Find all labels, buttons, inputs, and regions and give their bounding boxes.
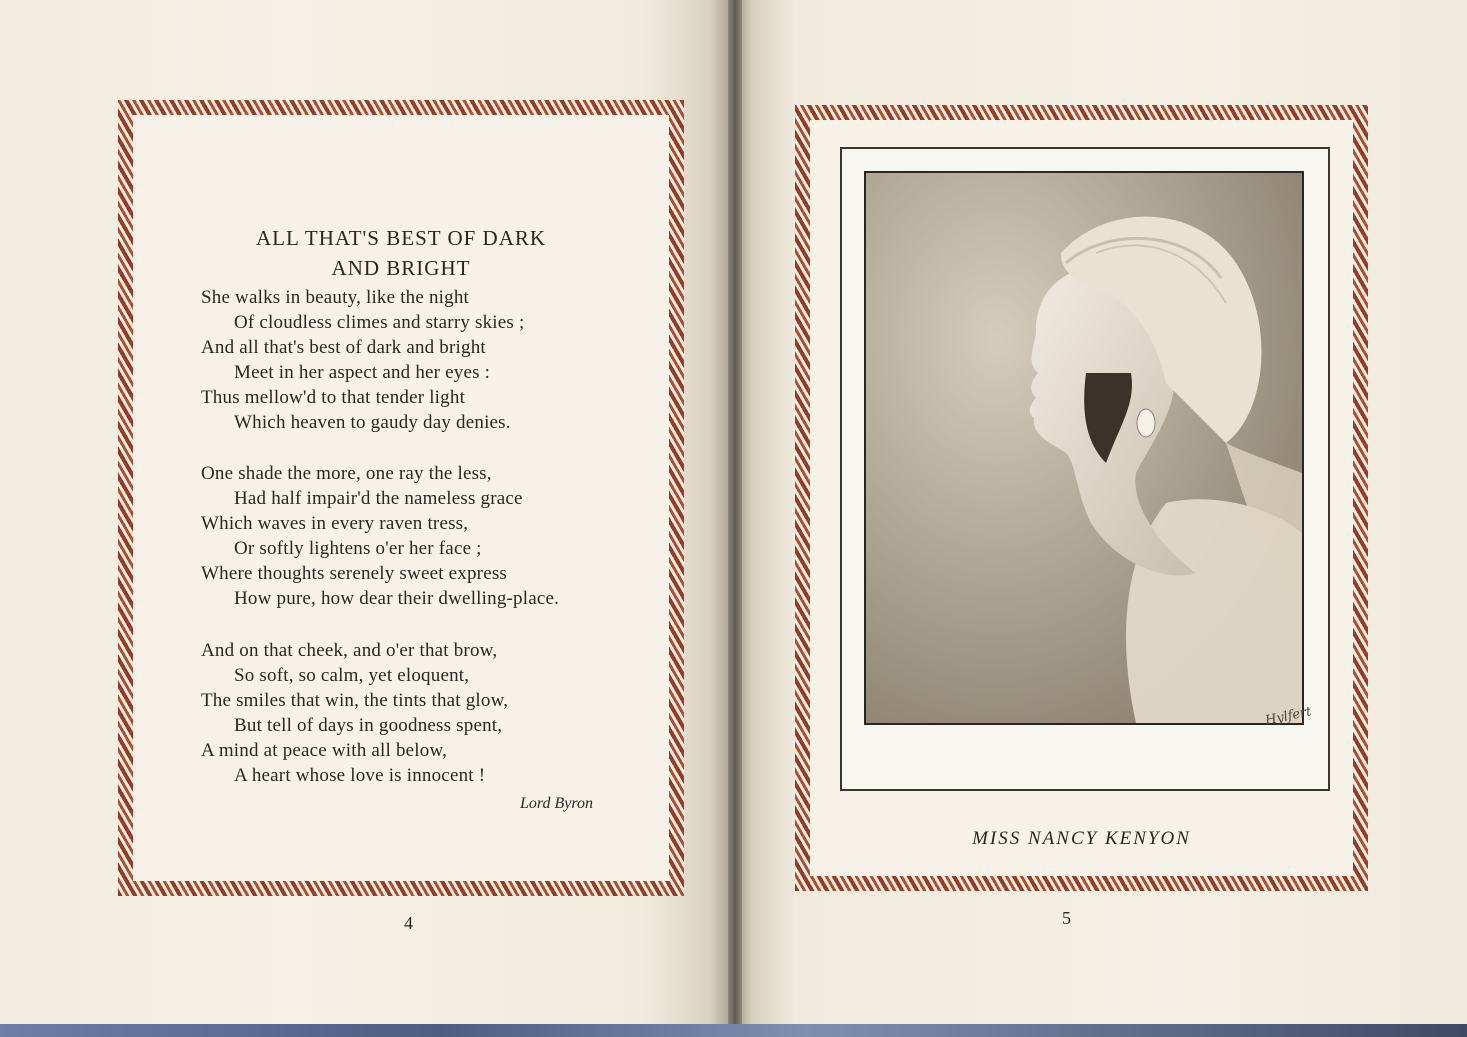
poem-line: So soft, so calm, yet eloquent,	[234, 665, 470, 686]
poem-line: The smiles that win, the tints that glow,	[201, 690, 509, 711]
book-gutter	[728, 0, 742, 1037]
cover-edge	[0, 1024, 1467, 1037]
poem-line: And on that cheek, and o'er that brow,	[201, 640, 498, 661]
poem-line: But tell of days in goodness spent,	[234, 715, 503, 736]
right-page	[738, 0, 1467, 1030]
poem-title-line: AND BRIGHT	[331, 256, 471, 280]
portrait-image	[866, 173, 1302, 723]
poem-line: Meet in her aspect and her eyes :	[234, 362, 491, 383]
poem-line: Where thoughts serenely sweet express	[201, 563, 508, 584]
photographer-signature: Hylfert	[1264, 704, 1314, 729]
portrait-caption: MISS NANCY KENYON	[972, 828, 1191, 849]
poem-line: She walks in beauty, like the night	[201, 287, 470, 308]
poem-line: Of cloudless climes and starry skies ;	[234, 312, 525, 333]
photo-mount	[840, 147, 1330, 791]
stanza	[201, 461, 631, 611]
left-decorative-border	[118, 100, 684, 896]
stanza	[201, 285, 631, 435]
poem-title	[133, 223, 669, 283]
page-number: 5	[1062, 908, 1071, 928]
right-decorative-border	[795, 105, 1368, 891]
poem-author: Lord Byron	[519, 795, 593, 812]
poem-line: Had half impair'd the nameless grace	[234, 488, 523, 509]
poem-title-line: ALL THAT'S BEST OF DARK	[255, 226, 547, 250]
poem-line: One shade the more, one ray the less,	[201, 463, 492, 484]
portrait-panel	[810, 120, 1353, 876]
poem-line: Or softly lightens o'er her face ;	[234, 538, 482, 559]
poem-line: And all that's best of dark and bright	[201, 337, 486, 358]
page-number: 4	[404, 913, 413, 933]
poem-line: A mind at peace with all below,	[201, 740, 448, 761]
poem-line: How pure, how dear their dwelling-place.	[234, 588, 560, 609]
poem-line: Which waves in every raven tress,	[201, 513, 469, 534]
poem-panel	[133, 115, 669, 881]
poem-line: Thus mellow'd to that tender light	[201, 387, 466, 408]
stanza	[201, 638, 631, 788]
poem-line: A heart whose love is innocent !	[234, 765, 486, 786]
left-page	[0, 0, 732, 1030]
poem	[133, 115, 669, 881]
poem-line: Which heaven to gaudy day denies.	[234, 412, 511, 433]
portrait-photograph	[864, 171, 1304, 725]
